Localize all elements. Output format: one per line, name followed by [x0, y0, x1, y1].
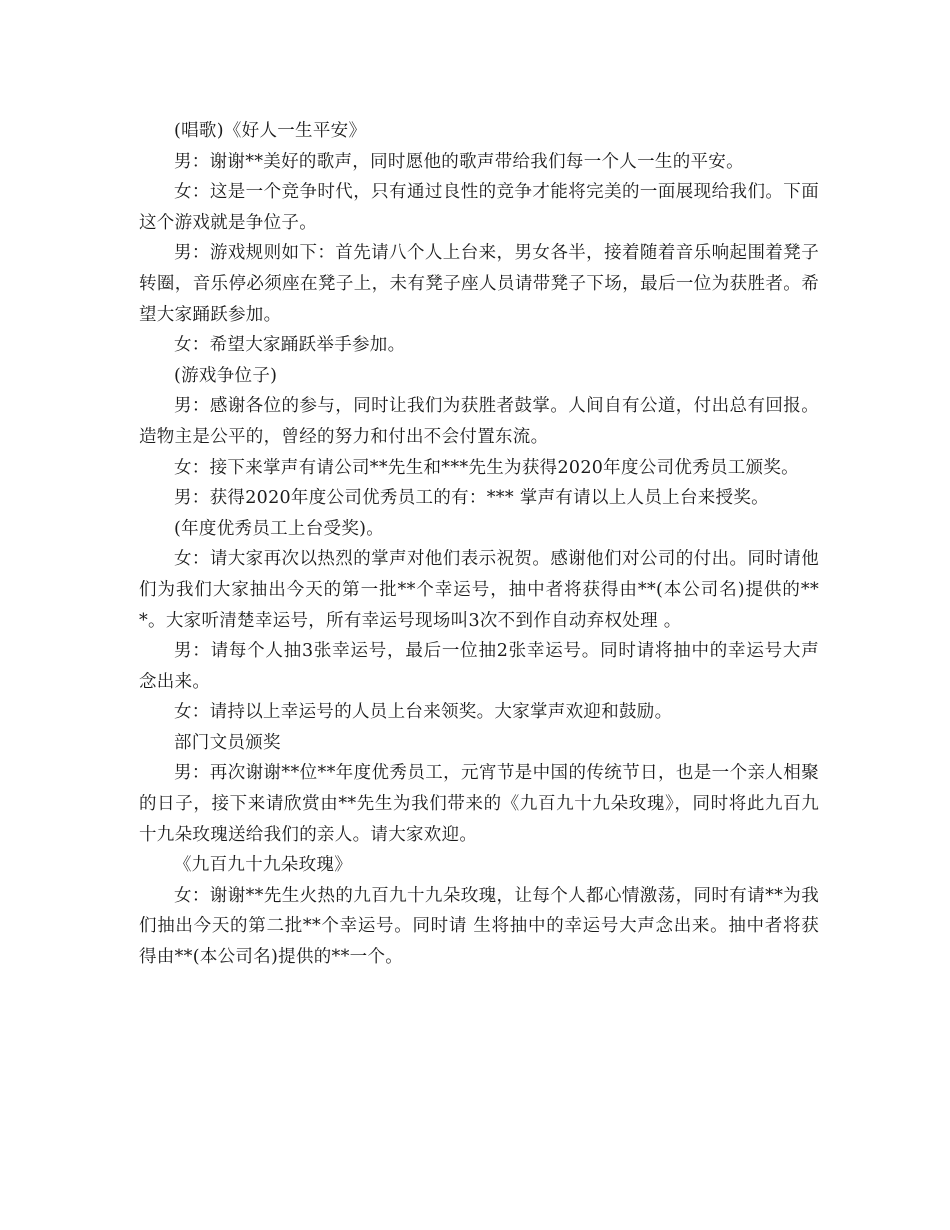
paragraph-department-award: 部门文员颁奖 [174, 732, 281, 753]
paragraph-song-title: (唱歌)《好人一生平安》 [174, 121, 367, 141]
paragraph-male-award-list: 男：获得2020年度公司优秀员工的有：*** 掌声有请以上人员上台来授奖。 [174, 488, 769, 509]
paragraph-male-game-rules: 男：游戏规则如下：首先请八个人上台来，男女各半，接着随着音乐响起围着凳子转圈，音乐停必须座在凳子上，未有凳子座人员请带凳子下场，最后一位为获胜者。希望大家踊跃参加。 [139, 243, 819, 325]
paragraph-male-lantern-festival: 男：再次谢谢**位**年度优秀员工，元宵节是中国的传统节日，也是一个亲人相聚的日子，接下来请欣赏由**先生为我们带来的《九百九十九朵玫瑰》，同时将此九百九十九朵玫瑰送给我们的亲人。请大家欢迎。 [139, 763, 819, 845]
paragraph-male-thanks-song: 男：谢谢**美好的歌声，同时愿他的歌声带给我们每一个人一生的平安。 [174, 151, 744, 172]
document-body [139, 116, 819, 973]
paragraph-female-award-intro: 女：接下来掌声有请公司**先生和***先生为获得2020年度公司优秀员工颁奖。 [174, 457, 799, 478]
paragraph-male-draw-rules: 男：请每个人抽3张幸运号，最后一位抽2张幸运号。同时请将抽中的幸运号大声念出来。 [139, 641, 819, 692]
paragraph-female-first-draw: 女：请大家再次以热烈的掌声对他们表示祝贺。感谢他们对公司的付出。同时请他们为我们大家抽出今天的第一批**个幸运号，抽中者将获得由**(本公司名)提供的***。大家听清楚幸运号，所有幸运号现场叫3次不到作自动弃权处理 。 [139, 549, 819, 631]
paragraph-song-roses: 《九百九十九朵玫瑰》 [174, 855, 352, 876]
paragraph-award-note: (年度优秀员工上台受奖)。 [174, 518, 385, 539]
paragraph-male-thanks-winner: 男：感谢各位的参与，同时让我们为获胜者鼓掌。人间自有公道，付出总有回报。造物主是公平的，曾经的努力和付出不会付置东流。 [139, 396, 819, 447]
paragraph-female-second-draw: 女：谢谢**先生火热的九百九十九朵玫瑰，让每个人都心情激荡，同时有请**为我们抽出今天的第二批**个幸运号。同时请 生将抽中的幸运号大声念出来。抽中者将获得由**(本公司名)提供的**一个。 [139, 885, 819, 968]
paragraph-female-participate: 女：希望大家踊跃举手参加。 [174, 335, 406, 356]
paragraph-game-note: (游戏争位子) [174, 365, 278, 386]
paragraph-female-collect-prize: 女：请持以上幸运号的人员上台来领奖。大家掌声欢迎和鼓励。 [174, 702, 673, 723]
paragraph-female-competition: 女：这是一个竞争时代，只有通过良性的竞争才能将完美的一面展现给我们。下面这个游戏就是争位子。 [139, 182, 819, 233]
